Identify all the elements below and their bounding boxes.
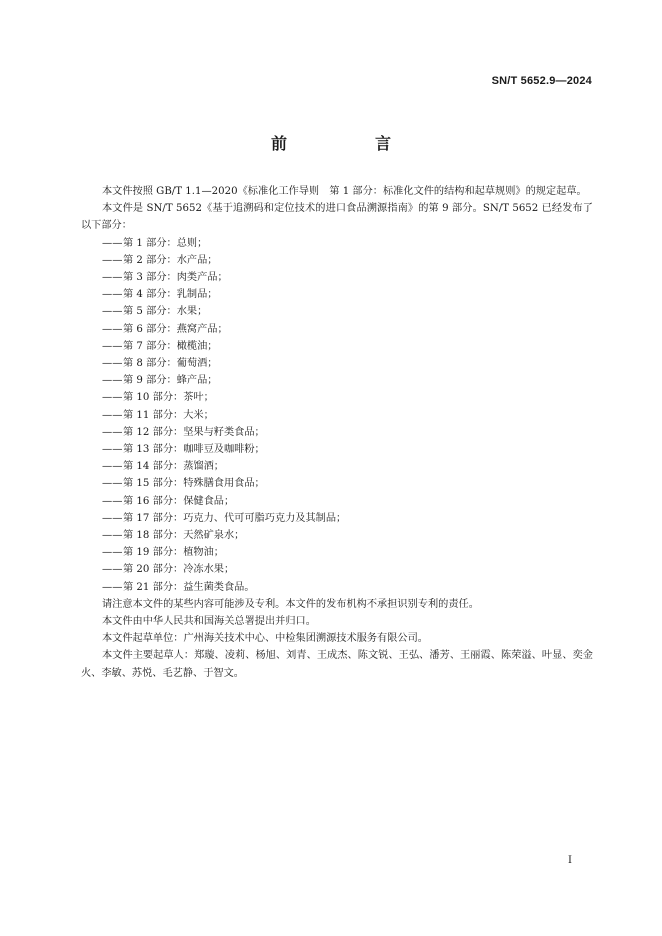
paragraph: 请注意本文件的某些内容可能涉及专利。本文件的发布机构不承担识别专利的责任。 <box>102 598 479 610</box>
list-item-text: 第 16 部分：保健食品； <box>123 495 235 507</box>
paragraph: 本文件由中华人民共和国海关总署提出并归口。 <box>102 616 316 628</box>
list-item-text: 第 6 部分：燕窝产品； <box>123 323 228 335</box>
list-item-text: 第 9 部分：蜂产品； <box>123 375 218 387</box>
list-dash: —— <box>102 375 123 387</box>
page-title: 前 言 <box>270 134 427 153</box>
list-dash: —— <box>102 392 123 404</box>
list-dash: —— <box>102 340 123 352</box>
list-item-text: 第 13 部分：咖啡豆及咖啡粉； <box>123 444 265 456</box>
list-dash: —— <box>102 564 123 576</box>
list-item <box>81 252 593 269</box>
list-item <box>81 527 593 544</box>
list-item-text: 第 5 部分：水果； <box>123 306 208 318</box>
list-dash: —— <box>102 272 123 284</box>
list-dash: —— <box>102 444 123 456</box>
list-item <box>81 579 593 596</box>
paragraph: 本文件起草单位：广州海关技术中心、中检集团溯源技术服务有限公司。 <box>102 633 428 645</box>
list-item-text: 第 3 部分：肉类产品； <box>123 272 228 284</box>
list-item <box>81 303 593 320</box>
list-item <box>81 458 593 475</box>
document-body <box>81 183 593 682</box>
list-item <box>81 544 593 561</box>
paragraph: 本文件按照 GB/T 1.1—2020《标准化工作导则 第 1 部分：标准化文件的结构和起草规则》的规定起草。 <box>102 186 587 197</box>
list-dash: —— <box>102 495 123 507</box>
page-number: I <box>568 855 572 866</box>
list-item <box>81 235 593 252</box>
list-item <box>81 321 593 338</box>
list-dash: —— <box>102 581 123 593</box>
list-item <box>81 493 593 510</box>
list-dash: —— <box>102 409 123 421</box>
list-item <box>81 389 593 406</box>
list-item-text: 第 2 部分：水产品； <box>123 254 218 266</box>
list-item <box>81 475 593 492</box>
list-item <box>81 372 593 389</box>
list-item <box>81 407 593 424</box>
list-item-text: 第 7 部分：橄榄油； <box>123 340 218 352</box>
paragraph: 本文件是 SN/T 5652《基于追溯码和定位技术的进口食品溯源指南》的第 9 部分。SN/T 5652 已经发布了以下部分： <box>81 203 593 232</box>
list-item <box>81 510 593 527</box>
list-item-text: 第 12 部分：坚果与籽类食品； <box>123 426 265 438</box>
list-item <box>81 355 593 372</box>
list-dash: —— <box>102 306 123 318</box>
list-item-text: 第 18 部分：天然矿泉水； <box>123 530 245 542</box>
list-dash: —— <box>102 547 123 559</box>
list-item <box>81 338 593 355</box>
list-item-text: 第 21 部分：益生菌类食品。 <box>123 581 255 593</box>
list-dash: —— <box>102 512 123 524</box>
list-item-text: 第 17 部分：巧克力、代可可脂巧克力及其制品； <box>123 512 347 524</box>
parts-list <box>81 235 593 596</box>
list-item-text: 第 4 部分：乳制品； <box>123 289 218 301</box>
list-dash: —— <box>102 461 123 473</box>
list-dash: —— <box>102 323 123 335</box>
list-item-text: 第 19 部分：植物油； <box>123 547 224 559</box>
list-dash: —— <box>102 254 123 266</box>
list-item-text: 第 11 部分：大米； <box>123 409 214 421</box>
list-item <box>81 441 593 458</box>
paragraph: 本文件主要起草人：郑璇、凌莉、杨旭、刘青、王成杰、陈文锐、王弘、潘芳、王丽霞、陈荣溢、叶显、奕金火、李敏、苏悦、毛艺静、于智文。 <box>81 650 593 679</box>
list-dash: —— <box>102 289 123 301</box>
list-item <box>81 424 593 441</box>
list-item <box>81 561 593 578</box>
list-item <box>81 286 593 303</box>
list-item-text: 第 15 部分：特殊膳食用食品； <box>123 478 265 490</box>
list-item-text: 第 8 部分：葡萄酒； <box>123 358 218 370</box>
list-item-text: 第 14 部分：蒸馏酒； <box>123 461 224 473</box>
standard-code: SN/T 5652.9—2024 <box>491 75 592 87</box>
list-item <box>81 269 593 286</box>
list-item-text: 第 10 部分：茶叶； <box>123 392 214 404</box>
list-dash: —— <box>102 478 123 490</box>
list-dash: —— <box>102 237 123 249</box>
list-dash: —— <box>102 426 123 438</box>
list-dash: —— <box>102 530 123 542</box>
list-item-text: 第 1 部分：总则； <box>123 237 208 249</box>
list-dash: —— <box>102 358 123 370</box>
list-item-text: 第 20 部分：冷冻水果； <box>123 564 235 576</box>
